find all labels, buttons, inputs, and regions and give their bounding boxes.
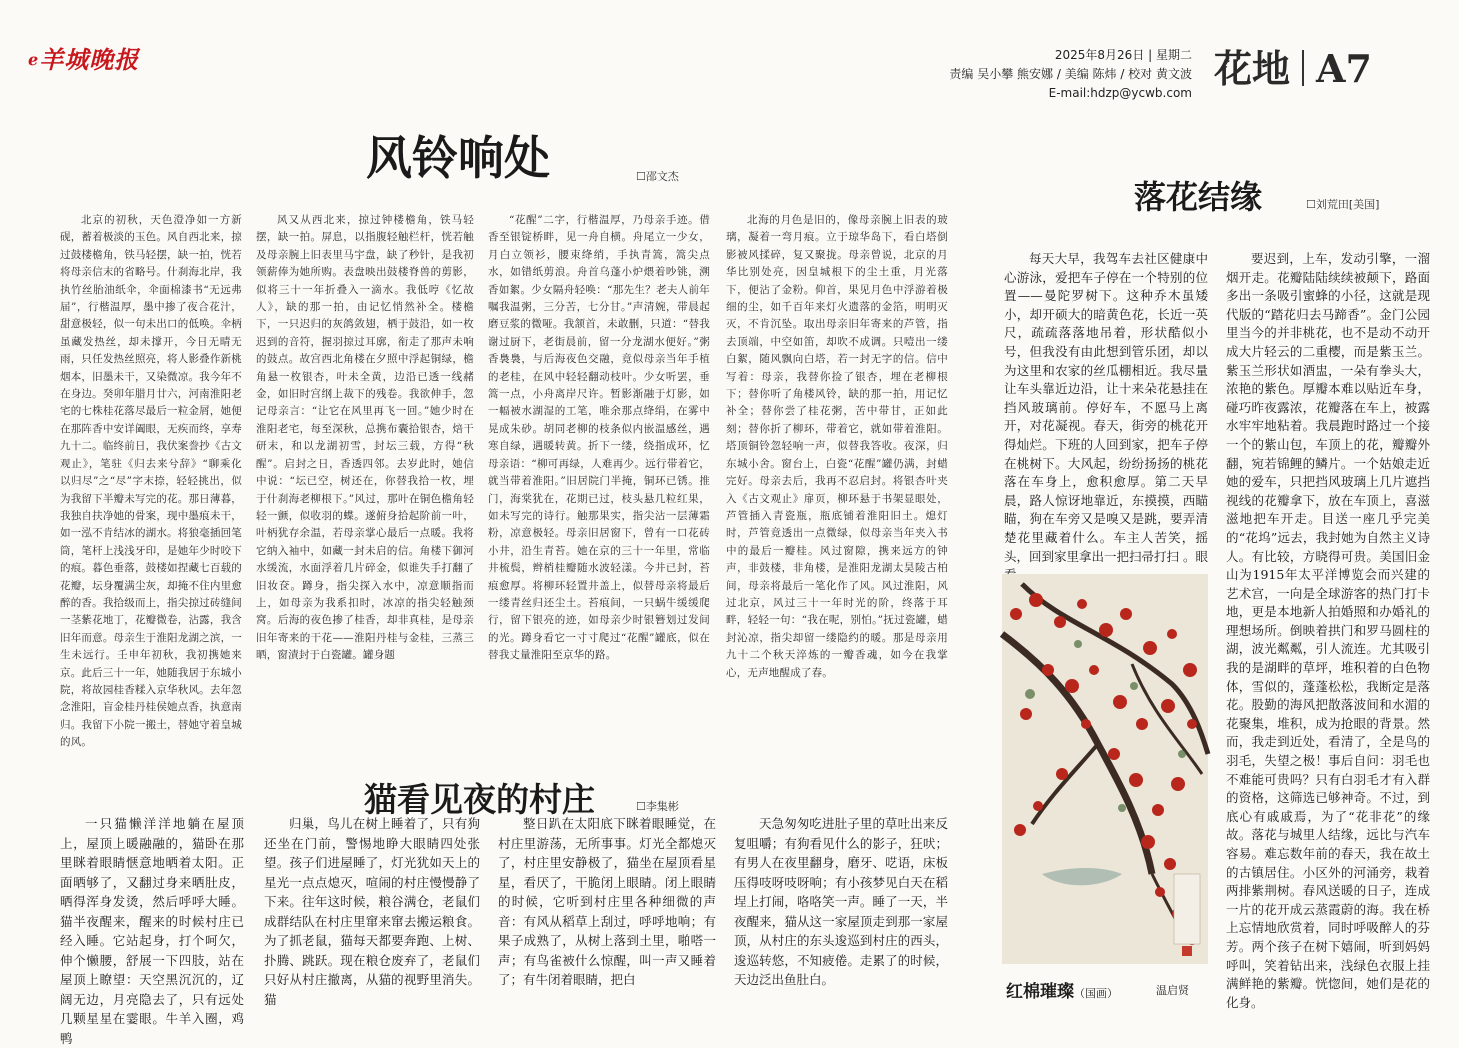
section-divider <box>1302 50 1304 86</box>
section-name: 花地 <box>1214 46 1291 91</box>
painting-illustration <box>1002 574 1208 964</box>
article-column: 整日趴在太阳底下眯着眼睡觉，在村庄里游荡，无所事事。灯光全都熄灭了，村庄里安静极了，猫坐在屋顶看星星，看厌了，干脆闭上眼睛。闭上眼睛的时候，它听到村庄里各种细微的声音：有风从稻草上刮过，呼呼地响；有果子成熟了，从树上落到土里，啪嗒一声；有鸟雀被什么惊醒，叫一声又睡着了；有牛闭着眼睛，把白 <box>498 816 716 987</box>
article-title: 落花结缘 <box>1134 178 1263 216</box>
page-meta <box>900 46 1192 103</box>
article-column: 北京的初秋，天色澄净如一方新砚，蓄着极淡的玉色。风自西北来，掠过鼓楼檐角，铁马轻摆，缺一拍，恍若将母亲信末的省略号。什刹海北岸，我执竹丝胎油纸伞，伞面棉漆书“无远弗届”，行楷温厚，墨中掺了夜合花汁，甜意极轻，似一句未出口的低唤。伞柄虽藏发热丝，却未撑开，今日无晴无雨，只任发热丝照亮，将人影叠作新桃烟本，旧墨未干，又染微凉。我今年不在身边。癸卯年腊月廿六，河南淮阳老宅的七株桂花落尽最后一粒金屑，她便在那阵香中安详阖眼，无疾而终，享寿九十二。临终前日，我伏案誊抄《古文观止》，笔驻《归去来兮辞》“聊乘化以归尽”之“尽”字末捺，轻轻挑出，似为我留下半瓣未写完的花。那日薄暮，我独自扶净她的骨案，现中墨痕未干，如一泓不肯结冰的湖水。将狼毫插回笔筒，笔杆上浅浅牙印，是她年少时咬下的痕。暮色垂落，鼓楼如捏藏七百载的花瓣，坛身覆满尘灰，却掩不住内里愈醉的香。我拾级而上，指尖掠过砖缝间一茎紫花地丁，花瓣微卷，沾露，我含旧年而意。母亲生于淮阳龙湖之滨，一生未远行。壬申年初秋，我初携她来京。此后三十一年，她随我居于东城小院，将故园桂香糅入京华秋风。去年忽念淮阳，盲金桂丹桂侯她点香，执意南归。我留下小院一搬土，替她守着皇城的风。 <box>60 214 242 749</box>
date-line: 2025年8月26日 | 星期二 <box>1054 48 1192 62</box>
painting-caption <box>1006 977 1118 1002</box>
painting-kind: （国画） <box>1074 987 1118 1000</box>
article-column: 北海的月色是旧的，像母亲腕上旧表的玻璃，凝着一弯月痕。立于琼华岛下，看白塔倒影被风揉碎，复又聚拢。母亲曾说，北京的月华比别处亮，因皇城根下的尘土重，月光落下，便沾了金粉。仰首，果见月色中浮游着极细的尘，如千百年来灯火遗落的金箔，明明灭灭，不肯沉坠。取出母亲旧年寄来的芦管，指去顶端，中空如笛，却吹不成调。只噎出一缕白絮，随风飘向白塔，若一封无字的信。信中写着：母亲，我替你捡了银杏，埋在老柳根下；替你听了角楼风铃，缺的那一拍，用记忆补全；替你尝了桂花粥，苦中带甘，正如此刻；替你折了柳环，带着它，就如带着淮阳。塔顶铜铃忽轻响一声，似替我答收。夜深，归东城小舍。窗台上，白瓷“花醒”罐仍满，封蜡完好。母亲去后，我再不忍启封。将银杏叶夹入《古文观止》扉页，柳环悬于书架显眼处，芦管插入青瓷瓶，瓶底铺着淮阳旧土。熄灯时，芦管竟透出一点微绿，似母亲当年夹入书中的最后一瓣桂。风过窗隙，携来远方的钟声，非鼓楼，非角楼，是淮阳龙湖太昊陵古柏间，母亲将最后一笔化作了风。风过淮阳，风过北京，风过三十一年时光的阶，终落于耳畔，轻轻一句：“我在呢，别怕。”抚过瓷罐，蜡封沁凉，指尖却留一缕隐约的暖。那是母亲用九十二个秋天淬炼的一瓣香魂，如今在我掌心，无声地醒成了春。 <box>726 214 948 679</box>
logo-text: 羊城晚报 <box>39 46 140 74</box>
article-column: 天急匆匆吃进肚子里的草吐出来反复咀嚼；有狗看见什么的影子，狂吠；有男人在夜里翻身，磨牙、呓语，床板压得吱呀吱呀响；有小孩梦见白天在稻埕上打闹，咯咯笑一声。睡了一天，半夜醒来，猫从这一家屋顶走到那一家屋顶，从村庄的东头逡巡到村庄的西头，逡巡转悠，不知疲倦。走累了的时候，天边泛出鱼肚白。 <box>734 816 948 987</box>
article-column: 风又从西北来，掠过钟楼檐角，铁马轻摆，缺一拍。屏息，以指腹轻触栏杆，恍若触及母亲腕上旧表里马宇盘，缺了秒针，是我初领薪俸为她所购。表盘映出鼓楼脊兽的剪影，似将三十一年折叠入一滴水。我低哼《忆故人》，缺的那一拍，由记忆悄然补全。楼檐下，一只迟归的灰鸽敛翅，栖于鼓沿，如一枚迟到的音符，握羽掠过耳廓，衔走了那声未响的鼓点。故宫西北角楼在夕照中浮起铜绿，檐角悬一枚银杏，叶未全黄，边沿已透一线赭金，如旧时宫纲上裁下的残卷。我欲伸手，忽记母亲言：“让它在风里再飞一回。”她少时在淮阳老宅，每至深秋，总携布囊拾银杏，焙干研末，和以龙湖初雪，封坛三载，方得“秋醒”。启封之日，香透四邻。去岁此时，她信中说：“坛已空，树还在，你替我拾一枚，埋于什刹海老柳根下。”风过，那叶在铜色檐角轻轻一颤，似收羽的蝶。遂俯身拾起阶前一叶，叶柄犹存余温，若母亲掌心最后一点暖。我将它纳入袖中，如藏一封未启的信。角楼下御河水缓流，水面浮着几片碎金，似谁失手打翻了旧妆奁。蹲身，指尖探入水中，凉意顺指而上，如母亲为我系扣时，冰凉的指尖轻触颈窝。后海的夜色掺了桂香，却非真桂，是母亲旧年寄来的干花——淮阳丹桂与金桂，三蒸三晒，窗漬封于白瓷罐。罐身题 <box>256 214 474 662</box>
article-column: 一只猫懒洋洋地躺在屋顶上，屋顶上暖融融的，猫卧在那里眯着眼睛惬意地晒着太阳。正面晒够了，又翻过身来晒肚皮，晒得浑身发烫，然后呼呼大睡。猫半夜醒来，醒来的时候村庄已经入睡。它站起身，打个呵欠，伸个懒腰，舒展一下四肢，站在屋顶上瞭望：天空黑沉沉的，辽阔无边，月亮隐去了，只有远处几颗星星在霎眼。牛羊入圈，鸡鸭 <box>60 816 244 1046</box>
logo-mark-icon: ℯ <box>28 50 40 69</box>
article-byline: ☐李集彬 <box>636 800 679 813</box>
article-column: 每天大早，我驾车去社区健康中心游泳，爱把车子停在一个特别的位置——曼陀罗树下。这种乔木虽矮小，却开硕大的暗黄色花，长近一英尺，疏疏落落地吊着，形状酷似小号，但我没有由此想到管乐团，却以为这里和农家的丝瓜棚相近。我尽量让车头靠近边沿，让十来朵花悬挂在挡风玻璃前。停好车，不愿马上离开，对花凝视。春天，街旁的桃花开得灿烂。下班的人回到家，把车子停在桃树下。大风起，纷纷扬扬的桃花落在车身上，愈积愈厚。第二天早晨，路人惊讶地靠近，东摸摸，西瞄瞄，狗在车旁又是嗅又是跳，要弄清楚花里藏着什么。车主人苦笑，摇头，回到家里拿出一把扫帚打扫 。眼 <box>1004 251 1208 564</box>
article-column: 归巢，鸟儿在树上睡着了，只有狗还坐在门前，警惕地睁大眼睛四处张望。孩子们进屋睡了，灯光犹如天上的星光一点点熄灭，喧闹的村庄慢慢静了下来。往年这时候，粮谷满仓，老鼠们成群结队在村庄里窜来窜去搬运粮食。为了抓老鼠，猫每天都要奔跑、上树、扑腾、跳跃。现在粮仓废弃了，老鼠们只好从村庄撤离，从猫的视野里消失。猫 <box>264 816 480 1007</box>
article-title: 风铃响处 <box>366 131 550 185</box>
email-line: E-mail:hdzp@ycwb.com <box>1048 86 1192 100</box>
kapok-blossom-painting <box>1002 574 1208 964</box>
article-title: 猫看见夜的村庄 <box>364 780 595 819</box>
article-column: 要迟到，上车，发动引擎，一溜烟开走。花瓣陆陆续续被颠下，路面多出一条吸引蜜蜂的小径，这就是现代版的“踏花归去马蹄香”。金门公园里当今的并非桃花，也不是动不动开成大片轻云的二重樱，而是紫玉兰。紫玉兰形状如酒盅，一朵有拳头大，浓艳的紫色。厚瓣本难以贴近车身，碰巧昨夜露浓，花瓣落在车上，被露水牢牢地粘着。我晨跑时路过一个接一个的紫山包，车顶上的花，瓣瓣外翻，宛若锦鲤的鳞片。一个姑娘走近她的爱车，只把挡风玻璃上几片遮挡视线的花瓣拿下，放在车顶上，喜滋滋地把车开走。目送一座几乎完美的“花坞”远去，我封她为自然主义诗人。有比较，方晓得可贵。美国旧金山为1915年太平洋博览会而兴建的艺术宫，一向是全球游客的热门打卡地，更是本地新人拍婚照和办婚礼的理想场所。倒映着拱门和罗马圆柱的湖，波光粼粼，引人流连。尤其吸引我的是湖畔的草坪，堆积着的白色物体，雪似的，蓬蓬松松，我断定是落花。股勤的海风把散落波间和水湄的花聚集，堆积，成为抢眼的背景。然而，我走到近处，看清了，全是鸟的羽毛，失望之极！事后自问：羽毛也不难能可贵吗？只有白羽毛才有入群的资格，这筛选已够神奇。不过，到底心有戚戚焉，为了“花非花”的缘故。落花与城里人结缘，远比与汽车容易。难忘数年前的春天，我在故土的古镇居住。小区外的河涌旁，栽着两排紫荆树。春风送暖的日子，连成一片的花开成云蒸霞蔚的海。我在桥上忘情地欣赏着，同时呼吸醉人的芬芳。两个孩子在树下嬉闹，听到妈妈呼叫，笑着钻出来，浅绿色衣服上挂满鲜艳的紫瓣。恍惚间，她们是花的化身。 <box>1226 251 1430 1010</box>
newspaper-logo <box>28 40 139 75</box>
article-byline: ☐刘荒田[美国] <box>1306 198 1380 211</box>
painting-author: 温启贤 <box>1156 984 1189 997</box>
article-column: “花醒”二字，行楷温厚，乃母亲手迹。借香至银锭桥畔，见一舟自横。舟尾立一少女，月白立领衫，腰束绛绡，手执青篙，篙尖点水，如错纸剪浪。舟首乌蓬小炉煨着吵铫，溯香如絮。少女隔舟轻唤：“那先生？老夫人前年嘱我温粥，三分苦，七分甘。”声清婉，带晨起磨豆浆的微哑。我颔首，未敢删，只道：“替我谢过厨下，老街晨前，留一分龙湖水便好。”粥香裊裊，与后海夜色交融，竟似母亲当年手植的老桂，在风中轻轻翻动枝叶。少女听罢，垂篙一点，小舟离岸尺许。暂影渐融于灯影，如一幅被水湖湿的工笔，唯余那点绛绢，在雾中晃成朱砂。胡同老柳的枝条似内嵌温感丝，遇寒自绿，遇暖转黄。折下一缕，绕指成环，忆母亲语：“柳可再绿，人难再少。远行带着它，就当带着淮阳。”旧居院门半掩，铜环已锈。推门，海棠犹在，花期已过，枝头悬几粒红果，如未写完的诗行。触那果实，指尖沾一层薄霜粉，凉意极轻。母亲旧居窗下，曾有一口花砖小井，沿生青苔。她在京的三十一年里，常临井梳鬓，辫梢桂瓣随水波轻漾。今井已封，苔痕愈厚。将柳环轻置井盖上，似替母亲将最后一缕青丝归还尘土。苔痕间，一只蜗牛缓缓爬行，留下银亮的迹，如母亲少时银簪划过发间的光。蹲身看它一寸寸爬过“花醒”罐底，似在替我丈量淮阳至京华的路。 <box>488 214 710 662</box>
section-header <box>1214 38 1372 93</box>
painting-title: 红棉璀璨 <box>1006 982 1074 1002</box>
article-byline: ☐邵文杰 <box>636 170 679 183</box>
editors-line: 责编 吴小攀 熊安娜 / 美编 陈炜 / 校对 黄文波 <box>949 67 1192 81</box>
page-number: A7 <box>1316 46 1372 91</box>
